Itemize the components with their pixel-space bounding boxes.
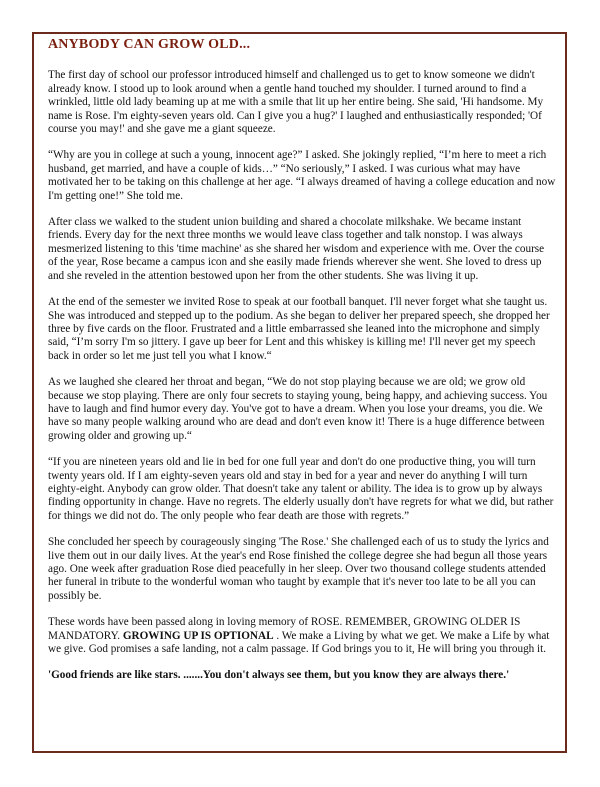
document-body xyxy=(48,38,556,696)
paragraph-6: “If you are nineteen years old and lie in bed for one full year and don't do one productive thing, you will turn twenty years old. If I am eighty-seven years old and stay in bed for a year and never do anything I will turn eighty-eight. Anybody can grow older. That doesn't take any talent or ability. The idea is to grow up by always finding opportunity in change. Have no regrets. The elderly usually don't have regrets for what we did, but rather for things we did not do. The only people who fear death are those with regrets.” xyxy=(48,456,554,522)
closing-paragraph xyxy=(48,616,556,656)
paragraph-3: After class we walked to the student union building and shared a chocolate milkshake. We became instant friends. Every day for the next three months we would leave class together and talk nonstop. I was always mesmerized listening to this 'time machine' as she shared her wisdom and experience with me. Over the course of the year, Rose became a campus icon and she easily made friends wherever she went. She loved to dress up and she reveled in the attention bestowed upon her from the other students. She was living it up. xyxy=(48,216,545,282)
paragraph-5: As we laughed she cleared her throat and began, “We do not stop playing because we are old; we grow old because we stop playing. There are only four secrets to staying young, being happy, and achieving success. You have to laugh and find humor every day. You've got to have a dream. When you lose your dreams, you die. We have so many people walking around who are dead and don't even know it! There is a huge difference between growing older and growing up.“ xyxy=(48,376,548,442)
paragraph-2: “Why are you in college at such a young, innocent age?” I asked. She jokingly replied, “I’m here to meet a rich husband, get married, and have a couple of kids…” “No seriously,” I asked. I was curious what may have motivated her to be taking on this challenge at her age. “I always dreamed of having a college education and now I'm getting one!” She told me. xyxy=(48,149,556,202)
closing-bold: GROWING UP IS OPTIONAL xyxy=(122,629,274,642)
paragraph-4: At the end of the semester we invited Rose to speak at our football banquet. I'll never forget what she taught us. She was introduced and stepped up to the podium. As she began to deliver her prepared speech, she dropped her three by five cards on the floor. Frustrated and a little embarrassed she leaned into the microphone and simply said, “I’m sorry I'm so jittery. I gave up beer for Lent and this whiskey is killing me! I'll never get my speech back in order so let me just tell you what I know.“ xyxy=(48,296,550,362)
document-title: ANYBODY CAN GROW OLD... xyxy=(48,37,251,52)
paragraph-1: The first day of school our professor introduced himself and challenged us to get to know someone we didn't already know. I stood up to look around when a gentle hand touched my shoulder. I turned around to find a wrinkled, little old lady beaming up at me with a smile that lit up her entire being. She said, 'Hi handsome. My name is Rose. I'm eighty-seven years old. Can I give you a hug?' I laughed and enthusiastically responded; 'Of course you may!' and she gave me a giant squeeze. xyxy=(48,69,544,136)
closing-text-2: . We make a Living by what we get. We make a Life by what we give. God promises a safe landing, not a calm passage. If God brings you to it, He will bring you through it. xyxy=(48,629,550,656)
closing-text-1: These words have been passed along in loving memory of ROSE. REMEMBER, GROWING OLDER IS MANDATORY. xyxy=(48,616,521,642)
friends-quote: 'Good friends are like stars. .......You don't always see them, but you know they are always there.' xyxy=(48,669,510,682)
paragraph-7: She concluded her speech by courageously singing 'The Rose.' She challenged each of us to study the lyrics and live them out in our daily lives. At the year's end Rose finished the college degree she had begun all those years ago. One week after graduation Rose died peacefully in her sleep. Over two thousand college students attended her funeral in tribute to the wonderful woman who taught by example that it's never too late to be all you can possibly be. xyxy=(48,536,549,602)
